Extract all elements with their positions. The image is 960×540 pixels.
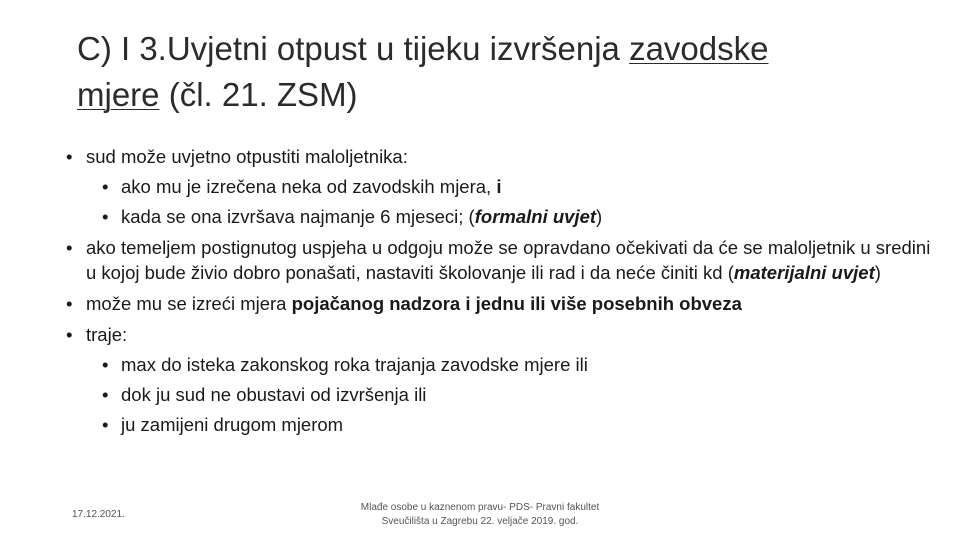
bullet-bold: pojačanog nadzora i jednu ili više posebnih obveza	[291, 293, 742, 314]
footer-date: 17.12.2021.	[72, 509, 125, 520]
bullet-text: može mu se izreći mjera	[86, 293, 292, 314]
bullet-release-conditions	[64, 144, 934, 229]
bullet-text: sud može uvjetno otpustiti maloljetnika:	[86, 146, 408, 167]
bullet-material-condition	[64, 235, 934, 285]
sub-bullet-item: • ju zamijeni drugom mjerom	[64, 412, 934, 437]
bullet-bold-italic: materijalni uvjet	[733, 262, 875, 283]
title-article: (čl. 21. ZSM)	[159, 76, 358, 113]
bullet-end: )	[874, 262, 881, 283]
footer-line-2: Sveučilišta u Zagrebu 22. veljače 2019. god.	[381, 516, 579, 527]
title-underlined-2: mjere	[77, 76, 160, 113]
bullet-text: ako temeljem postignutog uspjeha u odgoju može se opravdano očekivati da će se maloljetnik u sredini u kojoj bude živio dobro ponašati, nastaviti školovanje ili rad i da neće činiti kd (	[86, 237, 931, 283]
slide-content	[64, 144, 934, 443]
sub-bullet-end: )	[596, 206, 603, 227]
sub-bullet-list	[86, 174, 934, 229]
sub-bullet-bold: i	[496, 176, 502, 197]
sub-bullet-text: ako mu je izrečena neka od zavodskih mjera,	[121, 176, 497, 197]
sub-bullet-item: • dok ju sud ne obustavi od izvršenja ili	[64, 382, 934, 407]
sub-bullet-list	[86, 352, 934, 437]
title-text: C) I 3.Uvjetni otpust u tijeku izvršenja	[77, 30, 630, 67]
footer-line-1: Mlađe osobe u kaznenom pravu- PDS- Pravni fakultet	[360, 502, 600, 513]
title-underlined-1: zavodske	[629, 30, 769, 67]
bullet-text: traje:	[86, 324, 128, 345]
slide-title	[77, 26, 897, 118]
sub-bullet-text: kada se ona izvršava najmanje 6 mjeseci; (	[121, 206, 475, 227]
sub-bullet-institutional-measure	[64, 174, 934, 199]
sub-bullet-duration	[64, 204, 934, 229]
bullet-supervision	[64, 291, 934, 316]
bullet-duration	[64, 322, 934, 437]
footer-source	[330, 501, 630, 529]
sub-bullet-bold-italic: formalni uvjet	[474, 206, 597, 227]
sub-bullet-item: • max do isteka zakonskog roka trajanja zavodske mjere ili	[64, 352, 934, 377]
